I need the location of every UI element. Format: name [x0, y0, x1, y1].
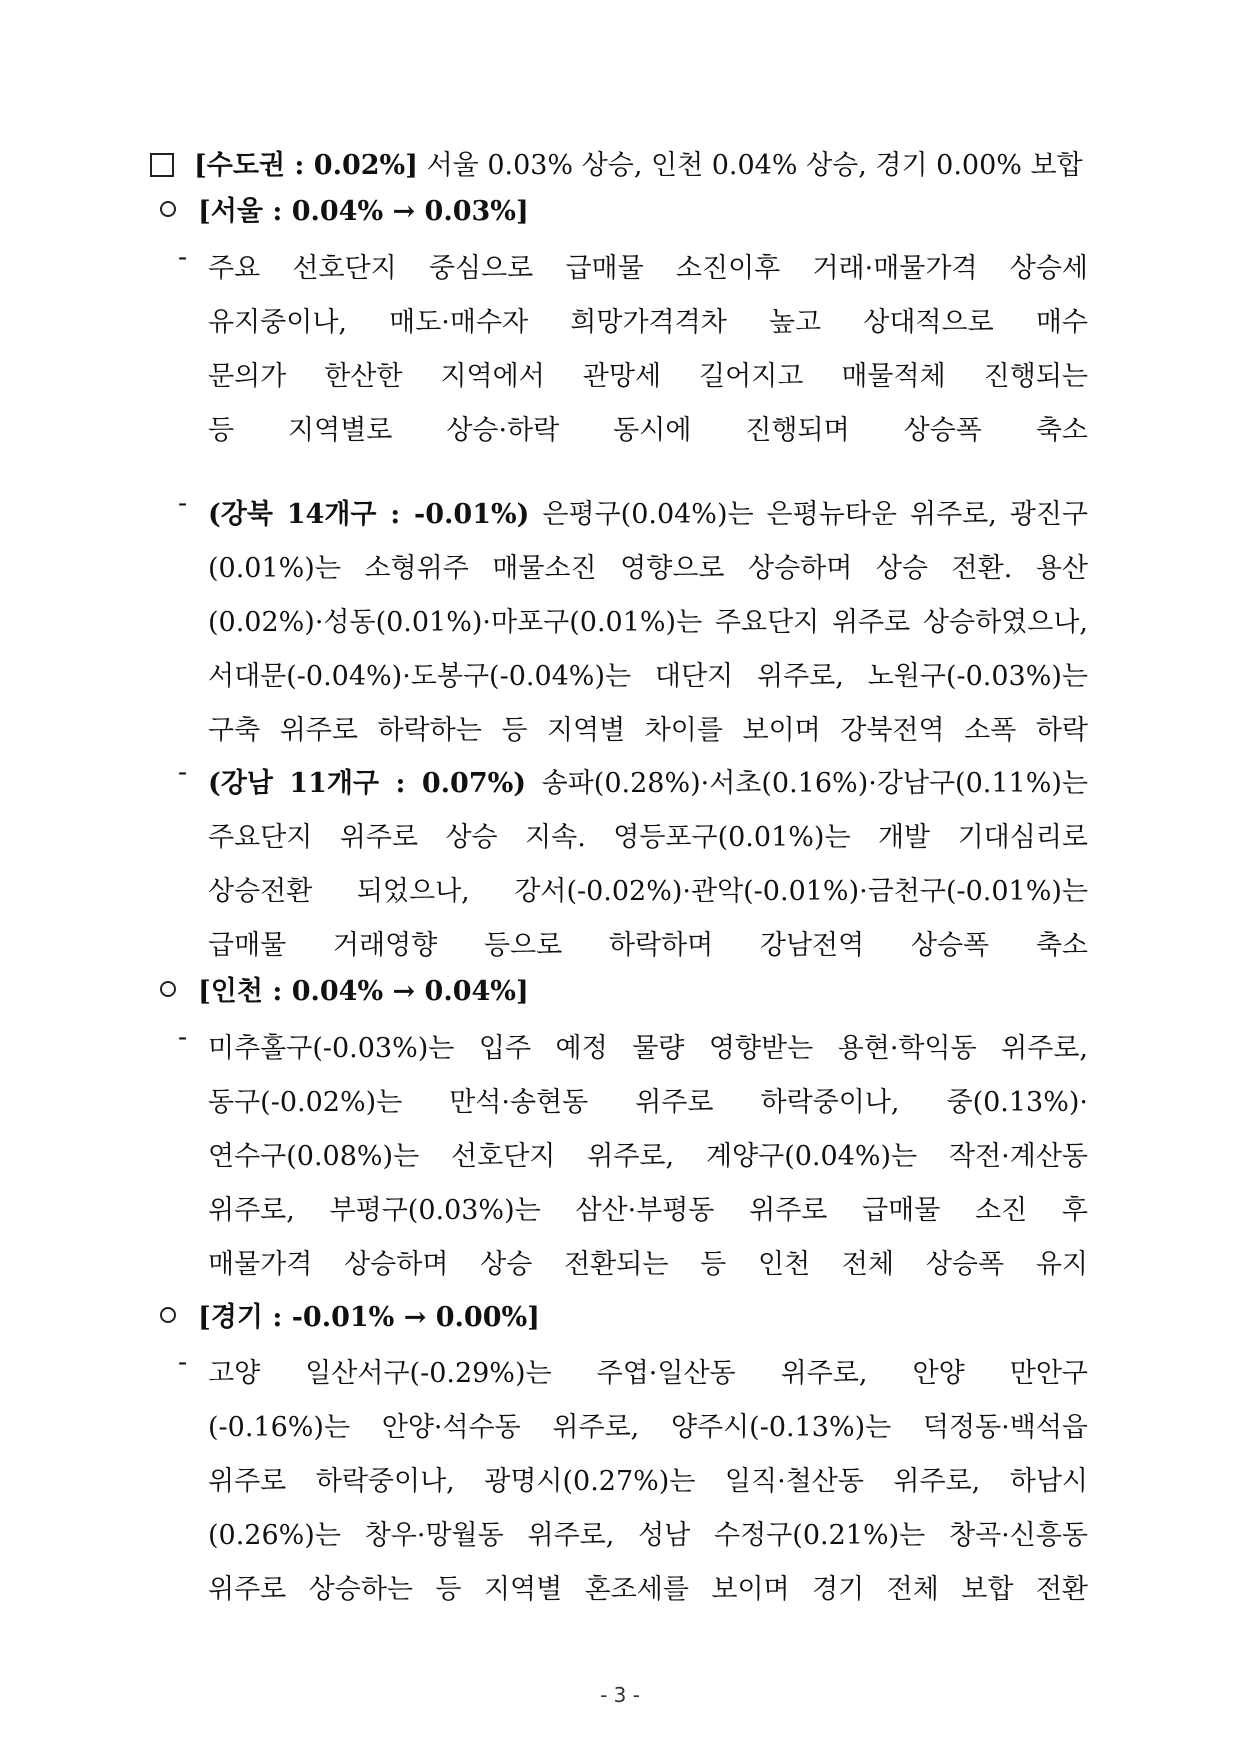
paragraph-line: 유지중이나, 매도·매수자 희망가격격차 높고 상대적으로 매수	[208, 307, 1088, 338]
paragraph-line: 서대문(-0.04%)·도봉구(-0.04%)는 대단지 위주로, 노원구(-0.03%)는	[208, 661, 1088, 692]
paragraph-line: (0.02%)·성동(0.01%)·마포구(0.01%)는 주요단지 위주로 상승하였으나,	[208, 607, 1088, 638]
paragraph-gangnam	[178, 757, 1088, 973]
page-number: - 3 -	[600, 1683, 640, 1707]
dash-bullet: -	[178, 757, 188, 788]
paragraph-line: 상승전환 되었으나, 강서(-0.02%)·관악(-0.01%)·금천구(-0.01%)는	[208, 876, 1088, 907]
paragraph-line: (0.01%)는 소형위주 매물소진 영향으로 상승하며 상승 전환. 용산	[208, 553, 1088, 584]
paragraph-line: 위주로 상승하는 등 지역별 혼조세를 보이며 경기 전체 보합 전환	[208, 1574, 1088, 1605]
dash-bullet: -	[178, 242, 188, 273]
paragraph-line: 위주로, 부평구(0.03%)는 삼산·부평동 위주로 급매물 소진 후	[208, 1195, 1088, 1226]
paragraph-line: 위주로 하락중이나, 광명시(0.27%)는 일직·철산동 위주로, 하남시	[208, 1466, 1088, 1497]
circle-bullet-icon	[160, 1307, 176, 1323]
paragraph-line: 매물가격 상승하며 상승 전환되는 등 인천 전체 상승폭 유지	[208, 1249, 1088, 1280]
paragraph-bold-label: (강북 14개구 : -0.01%)	[208, 499, 530, 530]
section-heading	[150, 146, 1083, 186]
paragraph-incheon	[178, 1022, 1088, 1292]
paragraph-line: 문의가 한산한 지역에서 관망세 길어지고 매물적체 진행되는	[208, 361, 1088, 392]
dash-bullet: -	[178, 1347, 188, 1378]
paragraph-line: 주요단지 위주로 상승 지속. 영등포구(0.01%)는 개발 기대심리로	[208, 822, 1088, 853]
paragraph-line: 구축 위주로 하락하는 등 지역별 차이를 보이며 강북전역 소폭 하락	[208, 715, 1088, 746]
paragraph-line: 미추홀구(-0.03%)는 입주 예정 물량 영향받는 용현·학익동 위주로,	[208, 1033, 1088, 1064]
paragraph-line: 동구(-0.02%)는 만석·송현동 위주로 하락중이나, 중(0.13%)·	[208, 1087, 1088, 1118]
paragraph-gyeonggi	[178, 1347, 1088, 1617]
paragraph-line: (강남 11개구 : 0.07%) 송파(0.28%)·서초(0.16%)·강남구(0.11%)는	[208, 768, 1088, 799]
circle-bullet-icon	[160, 201, 176, 217]
paragraph-line: 급매물 거래영향 등으로 하락하며 강남전역 상승폭 축소	[208, 930, 1088, 961]
paragraph-line: 연수구(0.08%)는 선호단지 위주로, 계양구(0.04%)는 작전·계산동	[208, 1141, 1088, 1172]
subsection-title-incheon: [인천 : 0.04% → 0.04%]	[160, 972, 529, 1012]
paragraph-seoul-summary	[178, 242, 1088, 458]
paragraph-gangbuk	[178, 488, 1088, 758]
checkbox-icon	[150, 153, 174, 177]
dash-bullet: -	[178, 1022, 188, 1053]
paragraph-line: 등 지역별로 상승·하락 동시에 진행되며 상승폭 축소	[208, 415, 1088, 446]
circle-bullet-icon	[160, 981, 176, 997]
paragraph-line: (강북 14개구 : -0.01%) 은평구(0.04%)는 은평뉴타운 위주로, 광진구	[208, 499, 1088, 530]
paragraph-line: 고양 일산서구(-0.29%)는 주엽·일산동 위주로, 안양 만안구	[208, 1358, 1088, 1389]
paragraph-line: (0.26%)는 창우·망월동 위주로, 성남 수정구(0.21%)는 창곡·신흥동	[208, 1520, 1088, 1551]
subsection-title-seoul: [서울 : 0.04% → 0.03%]	[160, 192, 529, 232]
paragraph-bold-label: (강남 11개구 : 0.07%)	[208, 768, 527, 799]
subsection-title-gyeonggi: [경기 : -0.01% → 0.00%]	[160, 1298, 540, 1338]
heading-rest-text: 서울 0.03% 상승, 인천 0.04% 상승, 경기 0.00% 보합	[417, 150, 1083, 181]
heading-bold-text: [수도권 : 0.02%]	[194, 150, 418, 181]
dash-bullet: -	[178, 488, 188, 519]
paragraph-line: 주요 선호단지 중심으로 급매물 소진이후 거래·매물가격 상승세	[208, 253, 1088, 284]
paragraph-line: (-0.16%)는 안양·석수동 위주로, 양주시(-0.13%)는 덕정동·백석읍	[208, 1412, 1088, 1443]
